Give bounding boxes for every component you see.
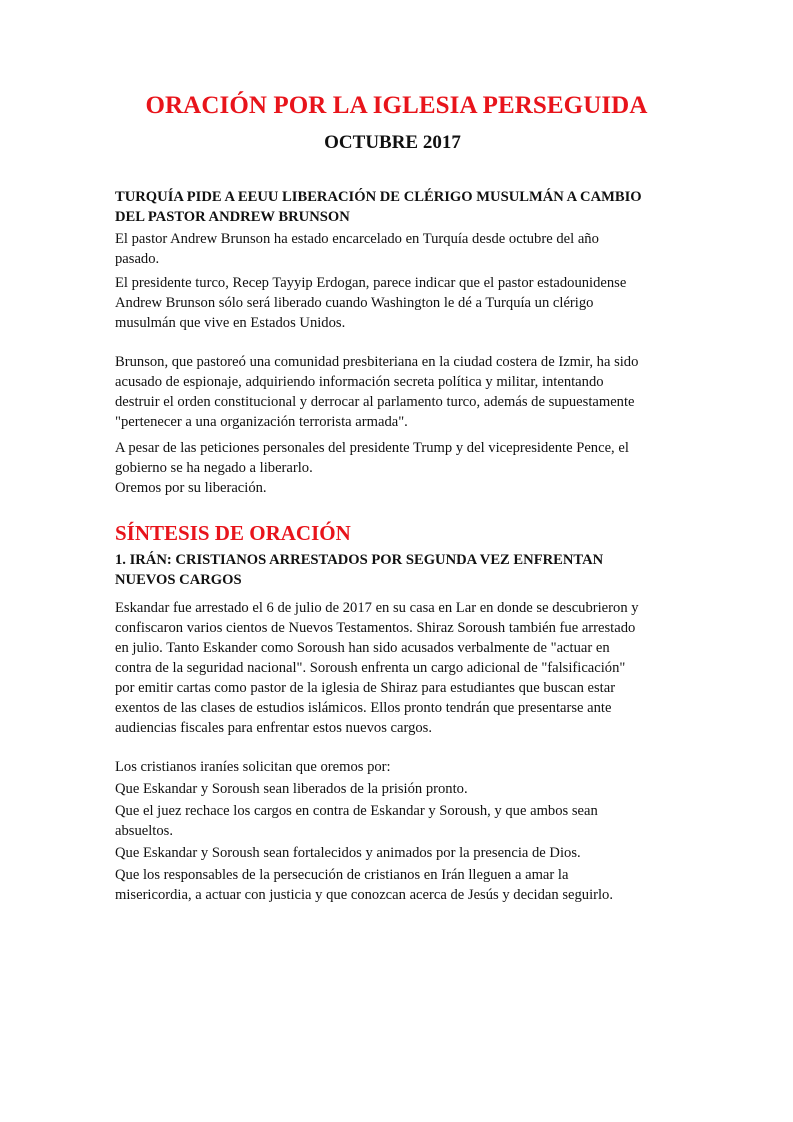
section2-subheading: 1. IRÁN: CRISTIANOS ARRESTADOS POR SEGUNDA VEZ ENFRENTAN NUEVOS CARGOS	[115, 552, 604, 588]
section2-paragraph-1: Eskandar fue arrestado el 6 de julio de 2017 en su casa en Lar en donde se descubrieron y confiscaron varios cientos de Nuevos Testamentos. Shiraz Soroush también fue arrestado en julio. Tanto Eskander como Soroush han sido acusados verbalmente de "actuar en contra de la seguridad nacional". Soroush enfrenta un cargo adicional de "falsificación" por emitir cartas como pastor de la iglesia de Shiraz para estudiantes que buscan estar exentos de las clases de estudios islámicos. Ellos pronto tendrán que presentarse ante audiencias fiscales para enfrentar estos nuevos cargos.	[115, 600, 639, 736]
section1-paragraph-4: A pesar de las peticiones personales del presidente Trump y del vicepresidente Pence, el gobierno se ha negado a liberarlo.	[115, 440, 629, 476]
prayer-request-4: Que los responsables de la persecución de cristianos en Irán lleguen a amar la misericordia, a actuar con justicia y que conozcan acerca de Jesús y decidan seguirlo.	[115, 867, 613, 903]
prayer-request-2: Que el juez rechace los cargos en contra de Eskandar y Soroush, y que ambos sean absueltos.	[115, 803, 598, 839]
document-date: OCTUBRE 2017	[324, 132, 461, 153]
section2-heading: SÍNTESIS DE ORACIÓN	[115, 521, 351, 545]
section1-paragraph-3: Brunson, que pastoreó una comunidad presbiteriana en la ciudad costera de Izmir, ha sido acusado de espionaje, adquiriendo información secreta política y militar, intentando destruir el orden constitucional y derrocar al parlamento turco, además de supuestamente "pertenecer a una organización terrorista armada".	[115, 354, 639, 430]
document-title: ORACIÓN POR LA IGLESIA PERSEGUIDA	[145, 92, 648, 119]
section1-heading: TURQUÍA PIDE A EEUU LIBERACIÓN DE CLÉRIGO MUSULMÁN A CAMBIO DEL PASTOR ANDREW BRUNSON	[115, 189, 642, 225]
prayer-request-3: Que Eskandar y Soroush sean fortalecidos y animados por la presencia de Dios.	[115, 845, 581, 861]
section1-paragraph-5: Oremos por su liberación.	[115, 480, 267, 496]
prayer-intro: Los cristianos iraníes solicitan que oremos por:	[115, 759, 391, 775]
document-body	[115, 187, 645, 905]
section1-paragraph-2: El presidente turco, Recep Tayyip Erdogan, parece indicar que el pastor estadounidense Andrew Brunson sólo será liberado cuando Washington le dé a Turquía un clérigo musulmán que vive en Estados Unidos.	[115, 275, 627, 331]
section1-paragraph-1: El pastor Andrew Brunson ha estado encarcelado en Turquía desde octubre del año pasado.	[115, 231, 599, 267]
prayer-request-1: Que Eskandar y Soroush sean liberados de la prisión pronto.	[115, 781, 468, 797]
